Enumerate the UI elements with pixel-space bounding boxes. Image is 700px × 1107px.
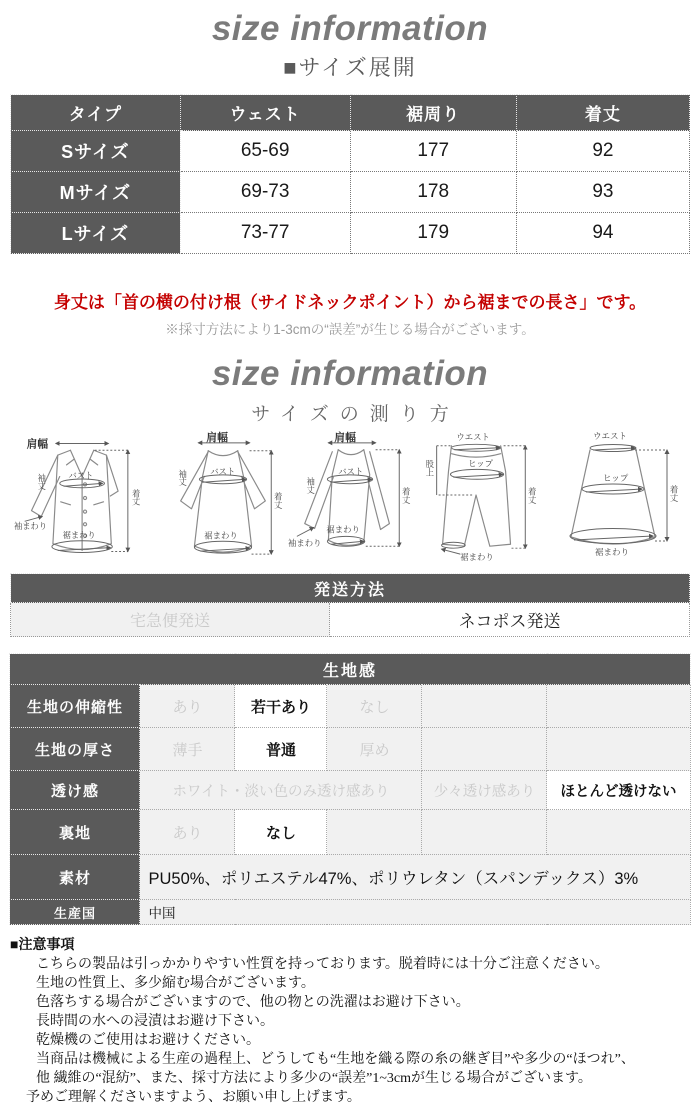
fabric-thickness-opt-1: 薄手 xyxy=(140,728,235,771)
fabric-thickness-opt-2: 普通 xyxy=(235,728,327,771)
coat-shoulder-label: 肩幅 xyxy=(26,438,48,451)
top-bust-label: バスト xyxy=(337,466,363,477)
fabric-thickness-opt-5 xyxy=(547,728,690,771)
dress-bust-label: バスト xyxy=(209,466,235,477)
size-expansion-heading: ■サイズ展開 xyxy=(283,55,417,80)
shipping-header-row xyxy=(11,574,690,603)
skirt-diagram xyxy=(543,429,688,564)
fabric-lining-opt-2: なし xyxy=(235,810,327,855)
fabric-stretch-row xyxy=(10,685,690,728)
fabric-thickness-label: 生地の厚さ xyxy=(10,728,140,771)
coat-sleeve-label: 袖丈 xyxy=(36,473,46,491)
size-table-header-row xyxy=(11,95,690,131)
fabric-lining-opt-1: あり xyxy=(140,810,235,855)
size-col-waist: ウェスト xyxy=(180,95,350,131)
size-s-label: Sサイズ xyxy=(11,131,181,172)
fabric-stretch-label: 生地の伸縮性 xyxy=(10,685,140,728)
caution-line: 予めご理解くださいますよう、お願い申し上げます。 xyxy=(26,1090,361,1105)
table-row xyxy=(11,131,690,172)
size-s-waist: 65-69 xyxy=(180,131,350,172)
dress-length-label: 着丈 xyxy=(272,492,283,509)
fabric-country-value: 中国 xyxy=(140,900,690,925)
size-m-waist: 69-73 xyxy=(180,172,350,213)
pants-rise-label: 股上 xyxy=(424,459,435,477)
size-m-hem: 178 xyxy=(350,172,516,213)
size-m-label: Mサイズ xyxy=(11,172,181,213)
pants-diagram xyxy=(415,429,543,564)
size-s-length: 92 xyxy=(516,131,689,172)
top-sleeve-round-label: 袖まわり xyxy=(287,538,321,549)
table-row xyxy=(11,213,690,254)
coat-length-label: 着丈 xyxy=(130,489,140,506)
caution-line: 生地の性質上、多少縮む場合がございます。 xyxy=(36,976,315,991)
coat-bust-label: バスト xyxy=(67,471,93,481)
fabric-stretch-opt-4 xyxy=(422,685,547,728)
skirt-waist-label: ウエスト xyxy=(592,431,627,441)
page-title-2: size information xyxy=(211,354,489,393)
fabric-thickness-opt-4 xyxy=(422,728,547,771)
fabric-sheerness-label: 透け感 xyxy=(10,771,140,810)
fabric-material-row xyxy=(10,855,690,900)
top-length-label: 着丈 xyxy=(400,487,411,504)
size-col-length: 着丈 xyxy=(516,95,689,131)
coat-hem-round-label: 裾まわり xyxy=(62,530,96,540)
fabric-lining-label: 裏地 xyxy=(10,810,140,855)
fabric-thickness-opt-3: 厚め xyxy=(327,728,422,771)
measurement-tolerance-note: ※採寸方法により1-3cmの“誤差”が生じる場合がございます。 xyxy=(165,322,535,337)
skirt-hip-label: ヒップ xyxy=(602,473,628,483)
top-sleeve-label: 袖丈 xyxy=(305,477,316,495)
fabric-stretch-opt-5 xyxy=(547,685,690,728)
top-diagram xyxy=(287,429,415,564)
skirt-length-label: 着丈 xyxy=(668,485,679,502)
body-length-note: 身丈は「首の横の付け根（サイドネックポイント）から裾までの長さ」です。 xyxy=(53,293,647,312)
cautions-header: ■注意事項 xyxy=(10,938,75,953)
how-to-measure-heading: サイズの測り方 xyxy=(251,404,460,425)
size-table xyxy=(10,94,690,254)
fabric-header: 生地感 xyxy=(10,654,690,685)
fabric-table xyxy=(9,653,690,925)
fabric-header-row xyxy=(10,654,690,685)
size-s-hem: 177 xyxy=(350,131,516,172)
shipping-option-takkyubin: 宅急便発送 xyxy=(11,603,330,637)
dress-shoulder-label: 肩幅 xyxy=(205,431,228,444)
shipping-options-row xyxy=(11,603,690,637)
caution-line: 長時間の水への浸漬はお避け下さい。 xyxy=(36,1014,274,1029)
shipping-table xyxy=(10,573,690,637)
size-l-label: Lサイズ xyxy=(11,213,181,254)
fabric-thickness-row xyxy=(10,728,690,771)
caution-line: 他 繊維の“混紡”、また、採寸方法により多少の“誤差”1~3cmが生じる場合がございます。 xyxy=(36,1071,592,1086)
dress-hem-round-label: 裾まわり xyxy=(203,530,238,541)
top-shoulder-label: 肩幅 xyxy=(333,431,356,444)
table-row xyxy=(11,172,690,213)
fabric-sheerness-row xyxy=(10,771,690,810)
dress-sleeve-label: 袖丈 xyxy=(177,469,188,487)
fabric-country-label: 生産国 xyxy=(10,900,140,925)
size-l-length: 94 xyxy=(516,213,689,254)
top-hem-round-label: 裾まわり xyxy=(325,524,360,535)
coat-diagram xyxy=(13,429,159,564)
caution-line: 乾燥機のご使用はお避けください。 xyxy=(36,1033,260,1048)
fabric-lining-opt-4 xyxy=(422,810,547,855)
skirt-hem-round-label: 裾まわり xyxy=(594,547,629,557)
shipping-header: 発送方法 xyxy=(11,574,690,603)
size-col-hem: 裾周り xyxy=(350,95,516,131)
dress-diagram xyxy=(159,429,287,564)
caution-line: 色落ちする場合がございますので、他の物との洗濯はお避け下さい。 xyxy=(36,995,470,1010)
fabric-material-value: PU50%、ポリエステル47%、ポリウレタン（スパンデックス）3% xyxy=(140,855,690,900)
caution-line: こちらの製品は引っかかりやすい性質を持っております。脱着時には十分ご注意ください。 xyxy=(36,957,609,972)
fabric-stretch-opt-2: 若干あり xyxy=(235,685,327,728)
fabric-sheerness-opt-2: 少々透け感あり xyxy=(422,771,547,810)
fabric-country-row xyxy=(10,900,690,925)
pants-waist-label: ウエスト xyxy=(455,431,490,442)
size-l-waist: 73-77 xyxy=(180,213,350,254)
measurement-diagrams xyxy=(0,429,700,565)
fabric-lining-opt-5 xyxy=(547,810,690,855)
caution-line: 当商品は機械による生産の過程上、どうしても“生地を織る際の糸の継ぎ目”や多少の“ほつれ”、 xyxy=(36,1052,635,1067)
fabric-lining-opt-3 xyxy=(327,810,422,855)
page-title: size information xyxy=(211,9,489,48)
cautions-section xyxy=(10,937,700,1107)
pants-hem-round-label: 裾まわり xyxy=(459,552,494,563)
size-m-length: 93 xyxy=(516,172,689,213)
fabric-lining-row xyxy=(10,810,690,855)
fabric-sheerness-opt-1: ホワイト・淡い色のみ透け感あり xyxy=(140,771,422,810)
pants-hip-label: ヒップ xyxy=(467,458,493,469)
fabric-stretch-opt-1: あり xyxy=(140,685,235,728)
pants-length-label: 着丈 xyxy=(526,487,537,504)
fabric-material-label: 素材 xyxy=(10,855,140,900)
size-col-type: タイプ xyxy=(11,95,181,131)
fabric-sheerness-opt-3: ほとんど透けない xyxy=(547,771,690,810)
shipping-option-nekopos: ネコポス発送 xyxy=(330,603,690,637)
fabric-stretch-opt-3: なし xyxy=(327,685,422,728)
size-l-hem: 179 xyxy=(350,213,516,254)
coat-sleeve-round-label: 袖まわり xyxy=(13,522,47,532)
